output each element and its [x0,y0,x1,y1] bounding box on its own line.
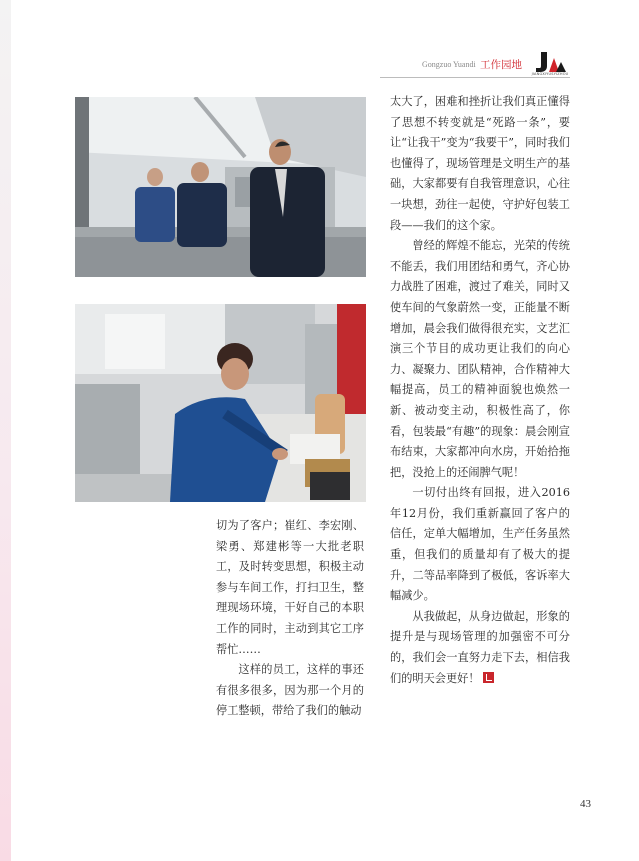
article-end-icon [483,672,494,683]
left-text-column [216,516,364,722]
right-paragraph: 曾经的辉煌不能忘，光荣的传统不能丢，我们用团结和勇气，齐心协力战胜了困难，渡过了难关，同时又使车间的气象蔚然一变，正能量不断增加，晨会我们做得很充实，文艺汇演三个节目的成功更让我们的向心力、凝聚力、团队精神，合作精神大幅提高，员工的精神面貌也焕然一新、被动变主动，积极性高了，你看，包装最“有趣”的现象：晨会刚宣布结束，大家都冲向水房，开始拾拖把，没抢上的还闹脾气呢！ [390,239,570,479]
left-paragraph: 这样的员工，这样的事还有很多很多，因为那一个月的停工整顿，带给了我们的触动 [216,663,364,718]
page-number: 43 [580,798,591,810]
photo-worker-writing [75,304,366,502]
photo-factory-inspection [75,97,366,277]
left-decorative-band [0,0,11,861]
logo-caption: JIANGXIYUSYIZHOU [531,72,569,76]
right-paragraph-final [390,607,570,689]
page-header [400,52,570,78]
right-paragraph: 太大了，困难和挫折让我们真正懂得了思想不转变就是“死路一条”，要让“让我干”变为“我要干”，同时我们也懂得了，现场管理是文明生产的基础，大家都要有自我管理意识，心往一块想，劲往一起使，守护好包装工段——我们的这个家。 [390,95,570,232]
final-paragraph-text: 从我做起，从身边做起，形象的提升是与现场管理的加强密不可分的，我们会一直努力走下去，相信我们的明天会更好！ [390,609,570,685]
right-text-column [390,92,570,689]
section-title-cn: 工作园地 [480,59,522,71]
left-paragraph: 切为了客户；崔红、李宏刚、梁勇、郑建彬等一大批老职工，及时转变思想，积极主动参与车间工作，打扫卫生，整理现场环境，干好自己的本职工作的同时，主动到其它工序帮忙…… [216,519,364,656]
right-paragraph: 一切付出终有回报，进入2016年12月份，我们重新赢回了客户的信任，定单大幅增加，生产任务虽然重，但我们的质量却有了极大的提升，二等品率降到了极低，客诉率大幅减少。 [390,486,570,603]
header-rule [380,77,570,78]
section-title-en: Gongzuo Yuandi [422,60,476,69]
